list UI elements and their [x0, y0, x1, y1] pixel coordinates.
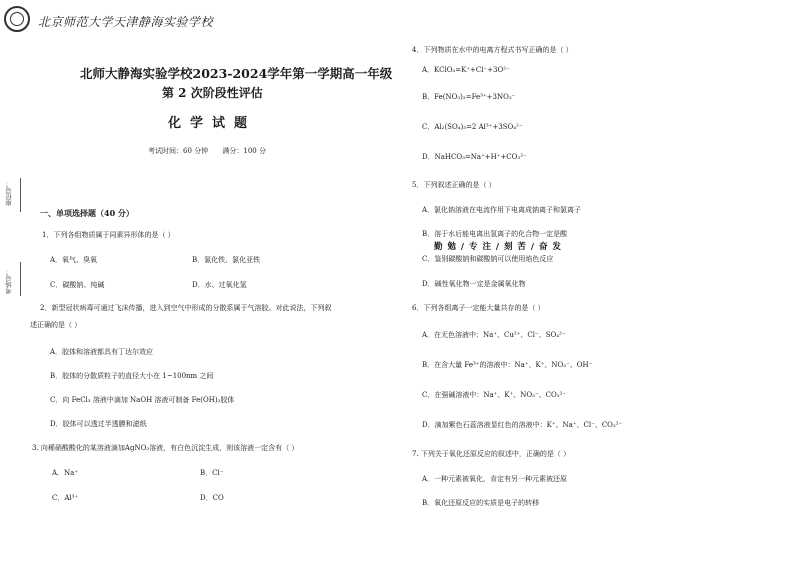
q1-option-c: C．碳酸钠、纯碱: [50, 281, 105, 289]
q4-option-c: C．Al₂(SO₄)₃=2 Al³⁺+3SO₄²⁻: [422, 123, 523, 131]
school-logo: [4, 6, 30, 32]
seat-number-line: [20, 178, 21, 212]
exam-info: [148, 146, 278, 156]
q2-stem: 2．新型冠状病毒可通过飞沫传播，进入到空气中形成的分散系属于气溶胶。对此说法，下列叙: [40, 304, 332, 312]
q6-option-a: A．在无色溶液中：Na⁺、Cu²⁺、Cl⁻、SO₄²⁻: [422, 331, 566, 339]
q6-option-c: C．在强碱溶液中：Na⁺、K⁺、NO₃⁻、CO₃²⁻: [422, 391, 567, 399]
q3-option-b: B．Cl⁻: [200, 469, 224, 477]
q2-option-c: C．向 FeCl₃ 溶液中滴加 NaOH 溶液可制备 Fe(OH)₃胶体: [50, 396, 235, 404]
q4-option-a: A．KClO₃=K⁺+Cl⁻+3O²⁻: [422, 66, 510, 74]
exam-score: 满分：100 分: [222, 147, 266, 155]
q1-option-b: B．氯化铁、氯化亚铁: [192, 256, 261, 264]
q4-option-d: D．NaHCO₃=Na⁺+H⁺+CO₃²⁻: [422, 153, 527, 161]
q7-stem: 7. 下列关于氧化还原反应的叙述中，正确的是（ ）: [412, 450, 571, 458]
q5-option-d: D．碱性氧化物一定是金属氧化物: [422, 280, 526, 288]
q6-stem: 6．下列各组离子一定能大量共存的是（ ）: [412, 304, 545, 312]
q5-option-b: B．溶于水后能电离出氢离子的化合物一定是酸: [422, 230, 568, 238]
seat-number-label: 座位号：: [5, 180, 13, 206]
q3-stem: 3. 向稀硝酸酸化的某溶液滴加AgNO₃溶液，有白色沉淀生成，则该溶液一定含有（ ）: [32, 444, 299, 452]
section-heading: 一、单项选择题（40 分）: [40, 208, 134, 218]
q2-stem-cont: 述正确的是（ ）: [30, 321, 82, 329]
logo-emblem-icon: [10, 12, 24, 26]
exam-room-label: 考场号：: [5, 268, 13, 294]
q4-stem: 4．下列物质在水中的电离方程式书写正确的是（ ）: [412, 46, 573, 54]
exam-subtitle: 第 2 次阶段性评估: [162, 86, 263, 100]
q6-option-d: D．滴加紫色石蕊溶液显红色的溶液中：K⁺、Na⁺、Cl⁻、CO₃²⁻: [422, 421, 623, 429]
school-name-script: 北京师范大学天津静海实验学校: [38, 15, 214, 29]
q5-option-a: A．氯化钠溶液在电流作用下电离成钠离子和氯离子: [422, 206, 582, 214]
q7-option-b: B．氧化还原反应的实质是电子的转移: [422, 499, 540, 507]
q5-stem: 5．下列叙述正确的是（ ）: [412, 181, 496, 189]
q2-option-d: D．胶体可以透过半透膜和滤纸: [50, 420, 147, 428]
q1-option-d: D．水、过氧化氢: [192, 281, 247, 289]
q2-option-a: A．胶体和溶液都具有丁达尔效应: [50, 348, 154, 356]
q3-option-a: A．Na⁺: [52, 469, 79, 477]
q7-option-a: A．一种元素被氧化，肯定有另一种元素被还原: [422, 475, 568, 483]
exam-title: 北师大静海实验学校2023-2024学年第一学期高一年级: [80, 66, 393, 81]
q5-option-c: C．鉴别碳酸钠和碳酸钠可以使用焰色反应: [422, 255, 554, 263]
q1-option-a: A．氧气、臭氧: [50, 256, 98, 264]
motto-watermark: 勤 勉 / 专 注 / 刻 苦 / 奋 发: [434, 242, 562, 252]
q4-option-b: B．Fe(NO₃)₃=Fe³⁺+3NO₃⁻: [422, 93, 516, 101]
q3-option-c: C．Al³⁺: [52, 494, 79, 502]
subject-title: 化学试题: [168, 116, 257, 131]
q1-stem: 1．下列各组物质属于同素异形体的是（ ）: [42, 231, 175, 239]
q6-option-b: B．在含大量 Fe³⁺的溶液中：Na⁺、K⁺、NO₃⁻、OH⁻: [422, 361, 593, 369]
q2-option-b: B．胶体的分散质粒子的直径大小在 1~100nm 之间: [50, 372, 214, 380]
q3-option-d: D．CO: [200, 494, 224, 502]
exam-time: 考试时间：60 分钟: [148, 147, 209, 155]
exam-room-line: [20, 262, 21, 296]
